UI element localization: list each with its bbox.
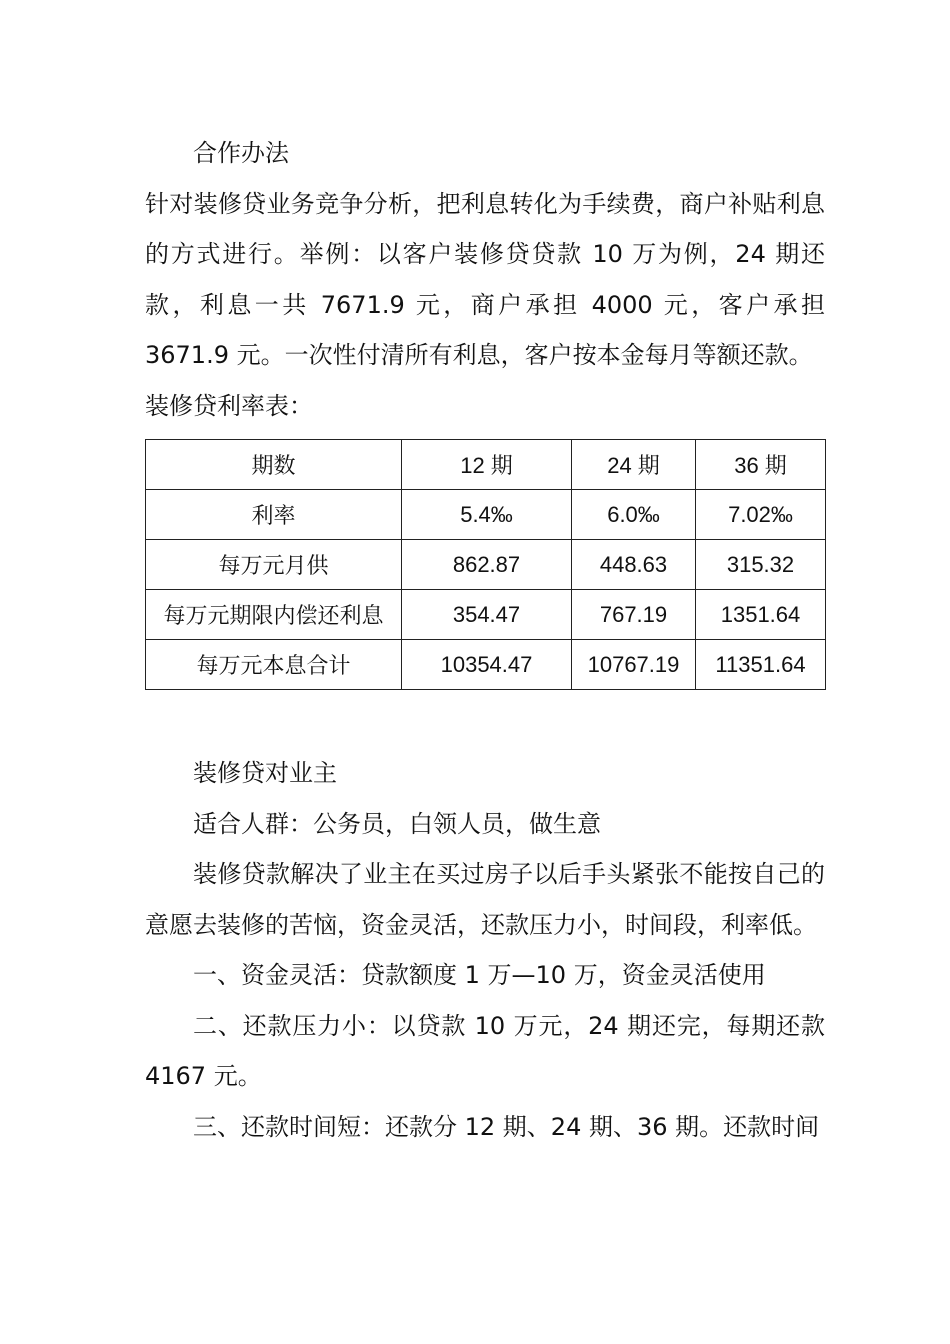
table-row [146, 640, 826, 690]
table-row [146, 590, 826, 640]
table-cell: 1351.64 [696, 590, 826, 640]
table-cell: 862.87 [402, 540, 572, 590]
table-cell: 10354.47 [402, 640, 572, 690]
table-header-cell: 期数 [146, 440, 402, 490]
table-row-label: 每万元月供 [146, 540, 402, 590]
table-cell: 11351.64 [696, 640, 826, 690]
spacer [145, 690, 825, 748]
rate-table [145, 439, 826, 690]
table-cell: 354.47 [402, 590, 572, 640]
list-item-point-1: 一、资金灵活：贷款额度 1 万—10 万，资金灵活使用 [193, 961, 766, 989]
table-cell: 315.32 [696, 540, 826, 590]
table-row-label: 每万元期限内偿还利息 [146, 590, 402, 640]
table-cell: 767.19 [572, 590, 696, 640]
table-cell: 6.0‰ [572, 490, 696, 540]
section-heading-cooperation: 合作办法 [193, 139, 289, 167]
document-page [145, 128, 825, 1152]
table-header-row [146, 440, 826, 490]
list-item-point-3: 三、还款时间短：还款分 12 期、24 期、36 期。还款时间 [193, 1112, 820, 1141]
table-row-label: 利率 [146, 490, 402, 540]
table-row [146, 490, 826, 540]
table-row-label: 每万元本息合计 [146, 640, 402, 690]
section-heading-owner: 装修贷对业主 [193, 759, 337, 787]
table-cell: 5.4‰ [402, 490, 572, 540]
table-cell: 448.63 [572, 540, 696, 590]
paragraph-cooperation-method: 针对装修贷业务竞争分析，把利息转化为手续费，商户补贴利息的方式进行。举例：以客户装修贷贷款 10 万为例，24 期还款，利息一共 7671.9 元，商户承担 4000 元，客户承担 3671.9 元。一次性付清所有利息，客户按本金每月等额还款。 [145, 189, 825, 369]
paragraph-audience: 适合人群：公务员，白领人员，做生意 [193, 809, 601, 838]
list-item-point-2: 二、还款压力小：以贷款 10 万元，24 期还完，每期还款 4167 元。 [145, 1011, 825, 1090]
table-header-cell: 24 期 [572, 440, 696, 490]
table-cell: 10767.19 [572, 640, 696, 690]
table-cell: 7.02‰ [696, 490, 826, 540]
table-caption: 装修贷利率表： [145, 391, 313, 420]
table-header-cell: 36 期 [696, 440, 826, 490]
table-header-cell: 12 期 [402, 440, 572, 490]
paragraph-intro: 装修贷款解决了业主在买过房子以后手头紧张不能按自己的意愿去装修的苦恼，资金灵活，还款压力小，时间段，利率低。 [145, 860, 825, 939]
table-row [146, 540, 826, 590]
